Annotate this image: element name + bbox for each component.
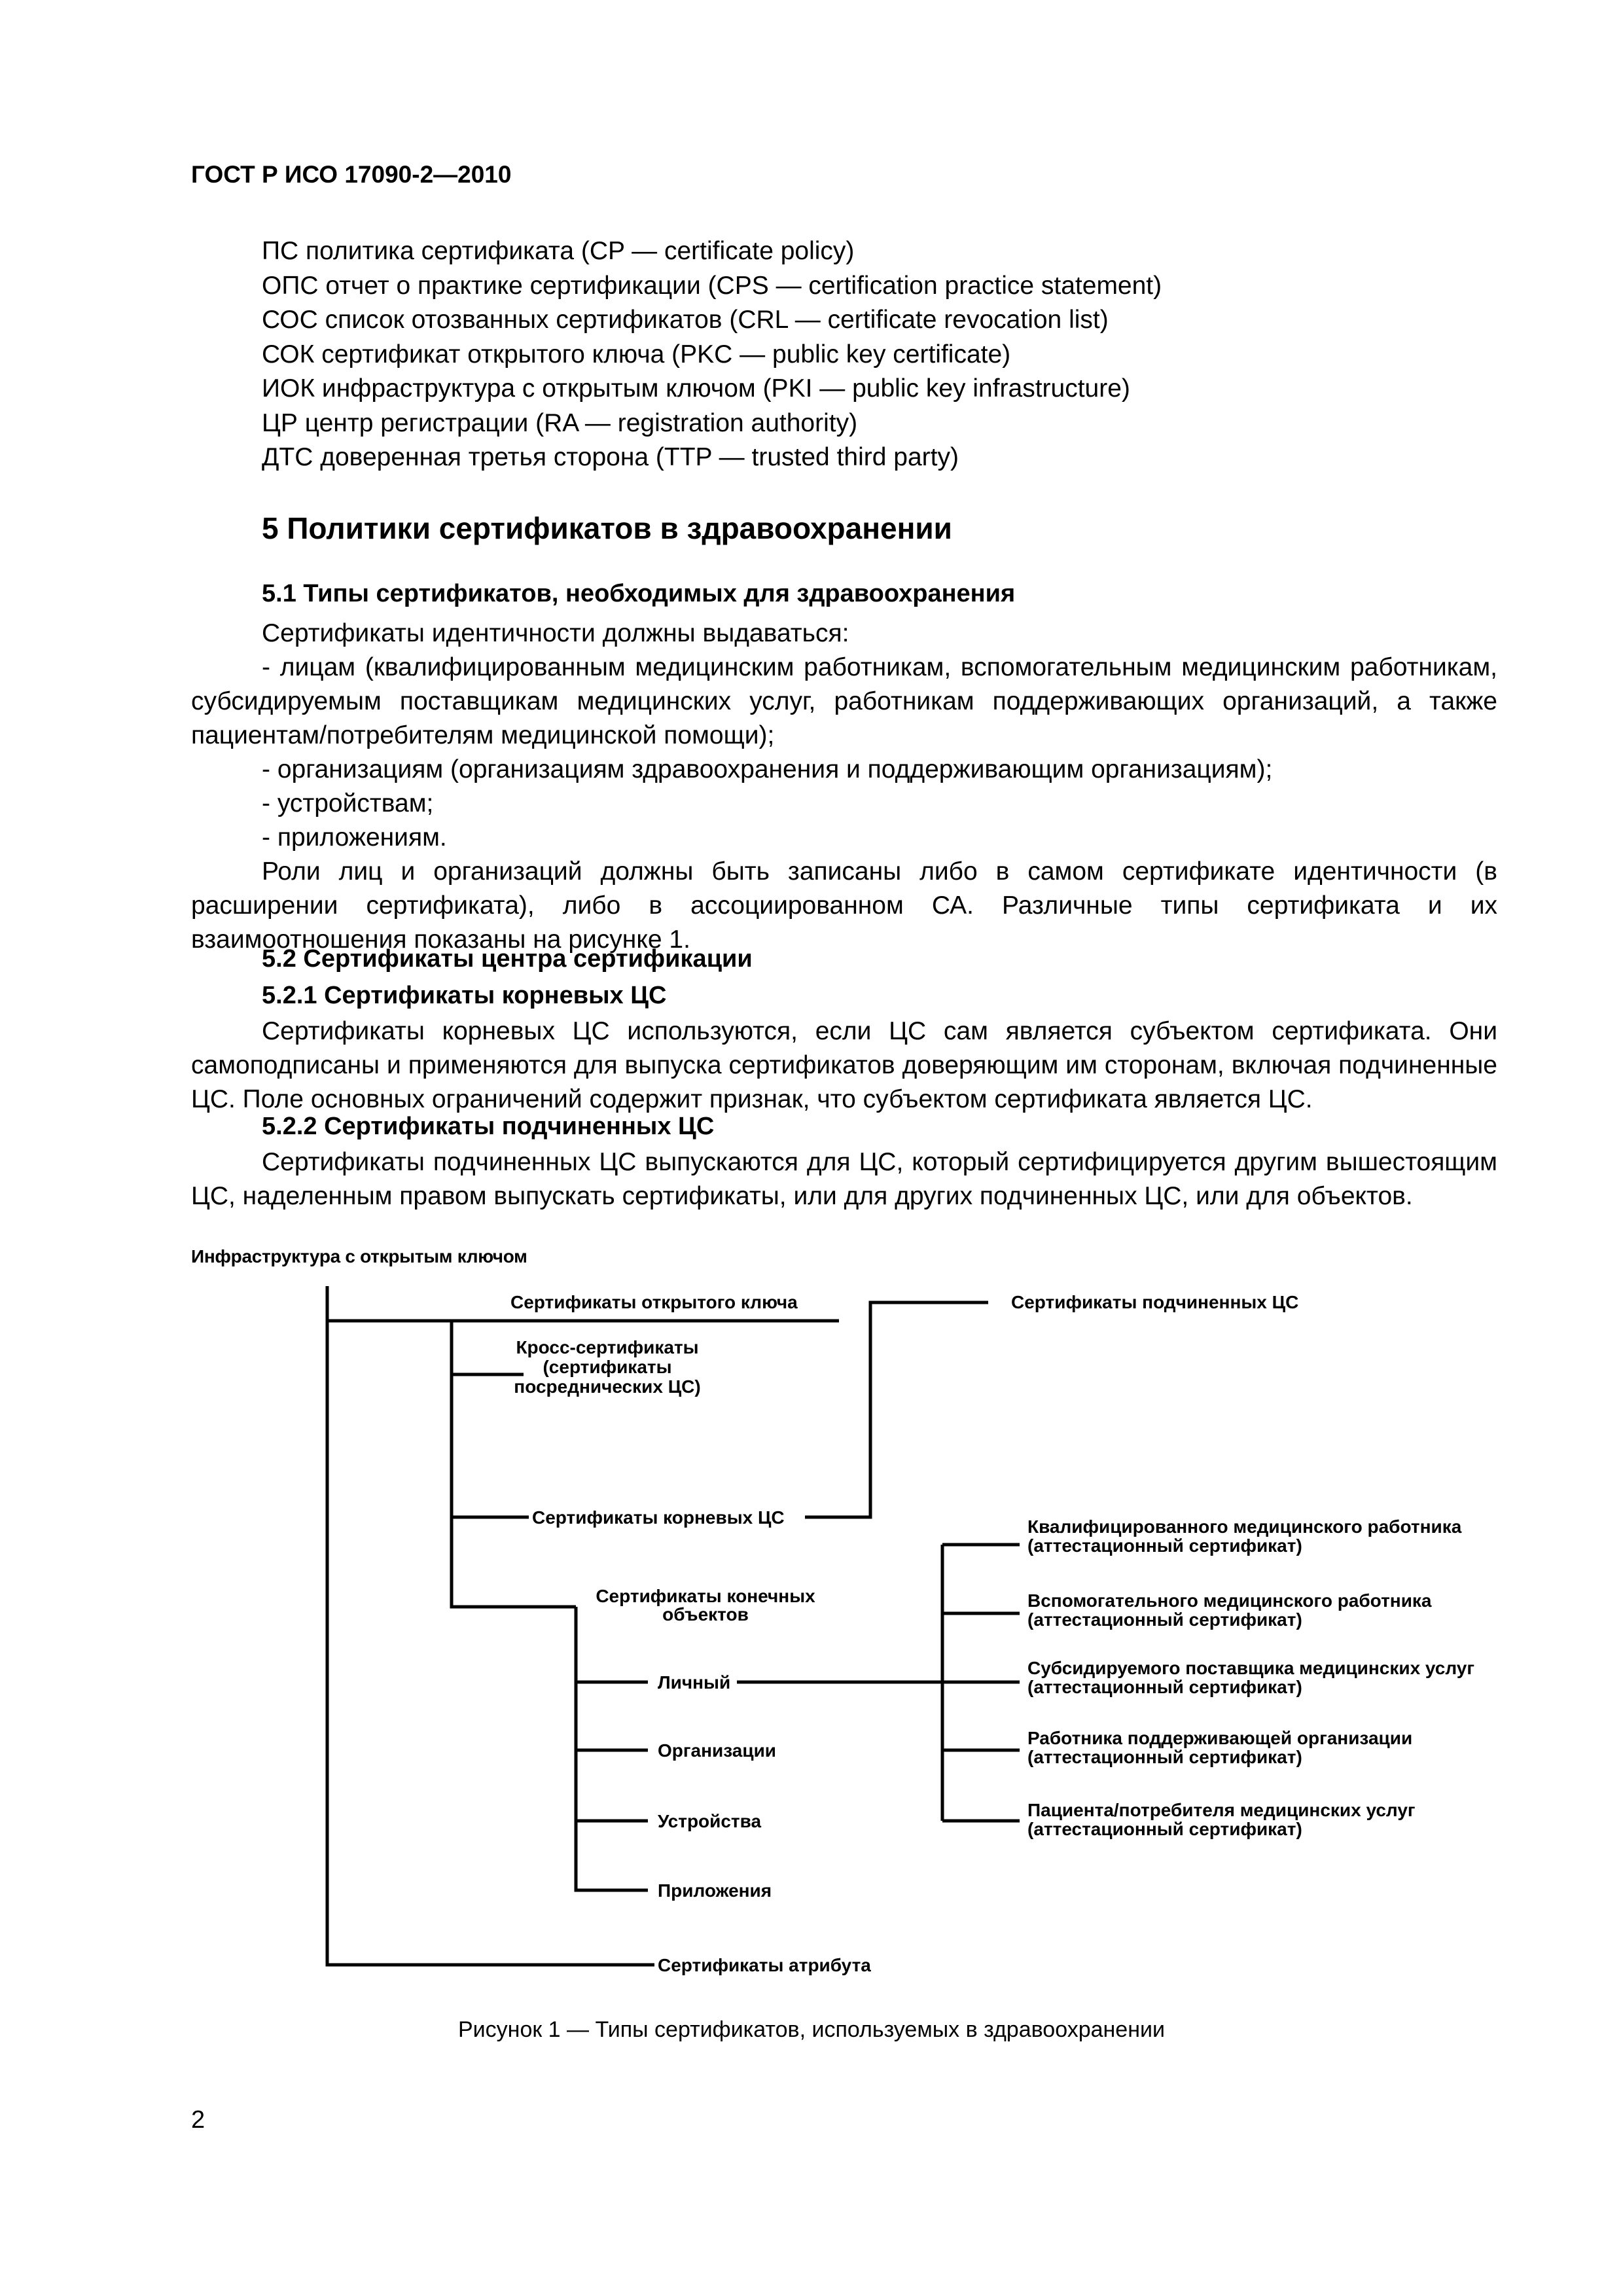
page-number: 2	[191, 2106, 205, 2134]
attestation-1-line2: (аттестационный сертификат)	[1027, 1535, 1302, 1556]
diagram-labels	[510, 1292, 1474, 1975]
paragraph: - приложениям.	[262, 823, 447, 852]
organizations-label: Организации	[658, 1740, 777, 1761]
cross-label-line1: Кросс-сертификаты	[516, 1337, 699, 1357]
applications-label: Приложения	[658, 1880, 772, 1901]
section-5-heading: 5 Политики сертификатов в здравоохранении	[262, 511, 952, 545]
abbreviation-item: ОПС отчет о практике сертификации (CPS — certification practice statement)	[262, 271, 1162, 300]
attribute-label: Сертификаты атрибута	[658, 1955, 871, 1975]
abbreviation-item: СОК сертификат открытого ключа (PKC — public key certificate)	[262, 340, 1011, 368]
attestation-5-line1: Пациента/потребителя медицинских услуг	[1027, 1800, 1416, 1820]
abbreviation-item: ЦР центр регистрации (RA — registration authority)	[262, 408, 858, 437]
attestation-2-line2: (аттестационный сертификат)	[1027, 1609, 1302, 1630]
pkc-label: Сертификаты открытого ключа	[510, 1292, 798, 1312]
attestation-2-line1: Вспомогательного медицинского работника	[1027, 1590, 1432, 1611]
paragraph: - организациям (организациям здравоохранения и поддерживающим организациям);	[262, 755, 1273, 783]
end-entity-label-line2: объектов	[662, 1604, 749, 1624]
paragraph: - лицам (квалифицированным медицинским работникам, вспомогательным медицинским работникам, субсидируемым поставщикам медицинских услуг, работникам поддерживающих организаций, а также пациентам/потребителям медицинской помощи);	[191, 653, 1497, 749]
section-5-1-heading: 5.1 Типы сертификатов, необходимых для здравоохранения	[262, 580, 1016, 607]
cross-label-line2: (сертификаты	[543, 1357, 672, 1377]
attestation-1-line1: Квалифицированного медицинского работника	[1027, 1516, 1462, 1537]
paragraph: Сертификаты идентичности должны выдаваться:	[262, 619, 849, 647]
figure-title: Инфраструктура с открытым ключом	[191, 1246, 527, 1266]
attestation-3-line2: (аттестационный сертификат)	[1027, 1677, 1302, 1697]
attestation-4-line1: Работника поддерживающей организации	[1027, 1728, 1413, 1748]
cross-label-line3: посреднических ЦС)	[514, 1376, 701, 1397]
personal-label: Личный	[658, 1672, 731, 1693]
end-entity-label-line1: Сертификаты конечных	[596, 1586, 815, 1606]
abbreviation-item: ИОК инфраструктура с открытым ключом (PKI — public key infrastructure)	[262, 374, 1130, 403]
attestation-3-line1: Субсидируемого поставщика медицинских услуг	[1027, 1658, 1475, 1678]
section-5-2-heading: 5.2 Сертификаты центра сертификации	[262, 945, 753, 973]
section-5-2-1-heading: 5.2.1 Сертификаты корневых ЦС	[262, 982, 667, 1009]
devices-label: Устройства	[658, 1811, 762, 1831]
abbreviation-item: ПС политика сертификата (CP — certificate policy)	[262, 237, 855, 265]
paragraph: Роли лиц и организаций должны быть записаны либо в самом сертификате идентичности (в расширении сертификата), либо в ассоциированном СА. Различные типы сертификата и их взаимоотношения показаны на рисунке 1.	[191, 857, 1497, 954]
root-to-subordinate-connector	[805, 1302, 988, 1517]
attestation-5-line2: (аттестационный сертификат)	[1027, 1819, 1302, 1839]
section-5-2-2-heading: 5.2.2 Сертификаты подчиненных ЦС	[262, 1113, 715, 1140]
paragraph: Сертификаты корневых ЦС используются, если ЦС сам является субъектом сертификата. Они самоподписаны и применяются для выпуска сертификатов доверяющим им сторонам, включая подчиненные ЦС. Поле основных ограничений содержит признак, что субъектом сертификата является ЦС.	[191, 1017, 1497, 1113]
abbreviation-item: ДТС доверенная третья сторона (TTP — trusted third party)	[262, 443, 959, 471]
paragraph: Сертификаты подчиненных ЦС выпускаются для ЦС, который сертифицируется другим вышестоящим ЦС, наделенным правом выпускать сертификаты, или для других подчиненных ЦС, или для объектов.	[191, 1148, 1497, 1210]
root-ca-label: Сертификаты корневых ЦС	[532, 1507, 785, 1528]
paragraph: - устройствам;	[262, 789, 434, 817]
running-header: ГОСТ Р ИСО 17090-2—2010	[191, 161, 512, 188]
subordinate-ca-label: Сертификаты подчиненных ЦС	[1011, 1292, 1299, 1312]
attestation-4-line2: (аттестационный сертификат)	[1027, 1747, 1302, 1767]
abbreviation-item: СОС список отозванных сертификатов (CRL — certificate revocation list)	[262, 306, 1109, 334]
figure-caption: Рисунок 1 — Типы сертификатов, используемых в здравоохранении	[458, 2017, 1165, 2042]
